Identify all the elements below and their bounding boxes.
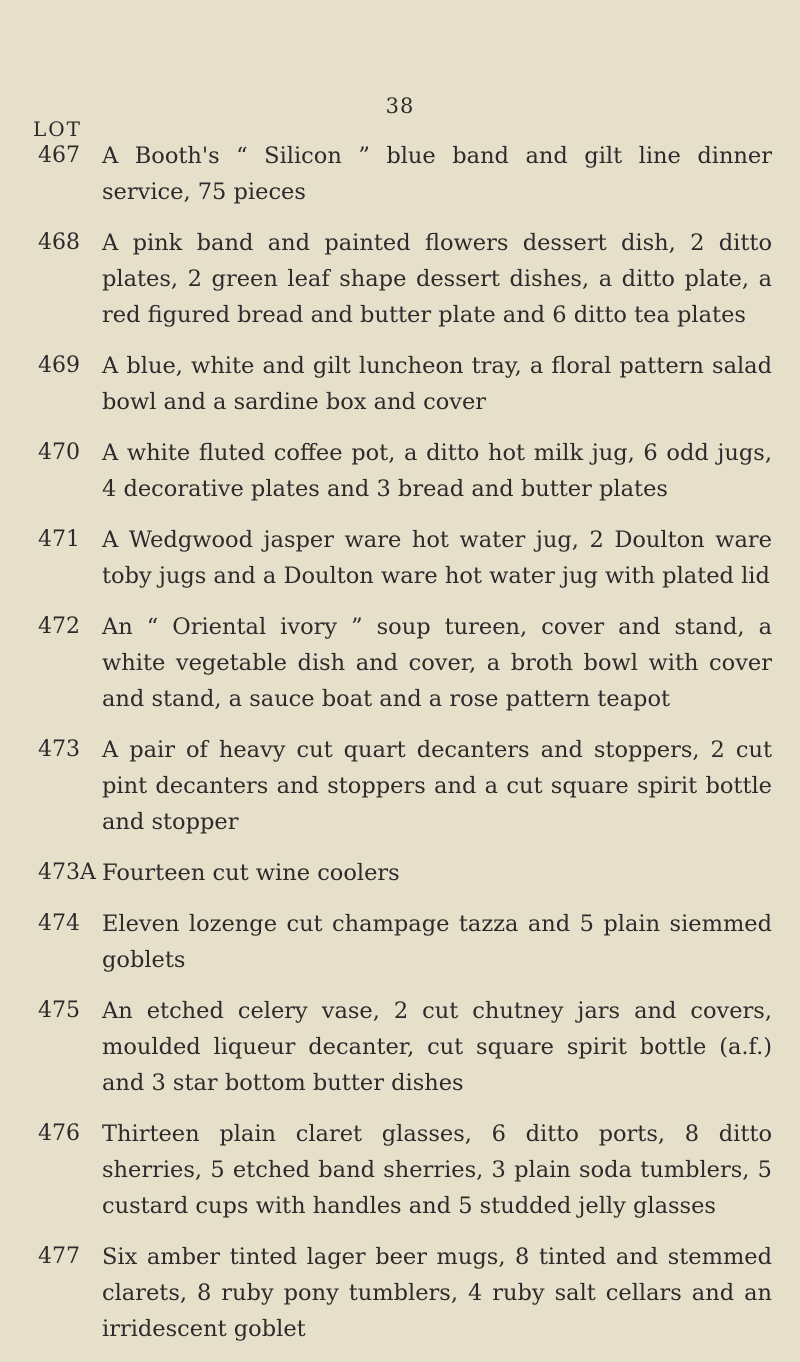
- lot-description: Six amber tinted lager beer mugs, 8 tinted and stemmed clarets, 8 ruby pony tumblers, 4 ruby salt cellars and an irridescent goblet: [102, 1244, 772, 1342]
- lot-description: Eleven lozenge cut champage tazza and 5 plain siemmed goblets: [102, 911, 772, 973]
- lot-entry-471: [0, 522, 800, 594]
- lot-description: A white fluted coffee pot, a ditto hot milk jug, 6 odd jugs, 4 decorative plates and 3 bread and butter plates: [102, 440, 772, 502]
- lot-entry-468: [0, 225, 800, 333]
- lot-description: An etched celery vase, 2 cut chutney jars and covers, moulded liqueur decanter, cut square spirit bottle (a.f.) and 3 star bottom butter dishes: [102, 998, 772, 1096]
- lot-entry-467: [0, 138, 800, 210]
- lot-description: A pair of heavy cut quart decanters and stoppers, 2 cut pint decanters and stoppers and a cut square spirit bottle and stopper: [102, 737, 772, 835]
- lot-entry-477: [0, 1239, 800, 1347]
- lot-entry-472: [0, 609, 800, 717]
- lot-entry-474: [0, 906, 800, 978]
- lot-number: 471: [38, 527, 80, 552]
- lot-description: A Booth's “ Silicon ” blue band and gilt line dinner service, 75 pieces: [102, 143, 772, 205]
- lot-number: 476: [38, 1121, 80, 1146]
- lot-entry-469: [0, 348, 800, 420]
- lot-number: 473A: [38, 860, 96, 885]
- lot-column-header: LOT: [33, 117, 83, 141]
- lot-number: 468: [38, 230, 80, 255]
- lot-description: Fourteen cut wine coolers: [102, 860, 400, 886]
- lot-entry-470: [0, 435, 800, 507]
- lot-entry-475: [0, 993, 800, 1101]
- lot-number: 473: [38, 737, 80, 762]
- lot-number: 474: [38, 911, 80, 936]
- lot-entry-476: [0, 1116, 800, 1224]
- lot-entry-473: [0, 732, 800, 840]
- lot-description: A blue, white and gilt luncheon tray, a floral pattern salad bowl and a sardine box and cover: [102, 353, 772, 415]
- lot-description: A Wedgwood jasper ware hot water jug, 2 Doulton ware toby jugs and a Doulton ware hot water jug with plated lid: [102, 527, 772, 589]
- lot-number: 469: [38, 353, 80, 378]
- lot-description: Thirteen plain claret glasses, 6 ditto ports, 8 ditto sherries, 5 etched band sherries, 3 plain soda tumblers, 5 custard cups with handles and 5 studded jelly glasses: [102, 1121, 772, 1219]
- lot-number: 467: [38, 143, 80, 168]
- lot-entry-473a: [0, 855, 800, 891]
- page-number: 38: [385, 94, 415, 118]
- lot-number: 472: [38, 614, 80, 639]
- lot-description: An “ Oriental ivory ” soup tureen, cover and stand, a white vegetable dish and cover, a broth bowl with cover and stand, a sauce boat and a rose pattern teapot: [102, 614, 772, 712]
- lot-list: [0, 138, 800, 1362]
- lot-number: 470: [38, 440, 80, 465]
- lot-number: 477: [38, 1244, 80, 1269]
- lot-number: 475: [38, 998, 80, 1023]
- lot-description: A pink band and painted flowers dessert dish, 2 ditto plates, 2 green leaf shape dessert dishes, a ditto plate, a red figured bread and butter plate and 6 ditto tea plates: [102, 230, 772, 328]
